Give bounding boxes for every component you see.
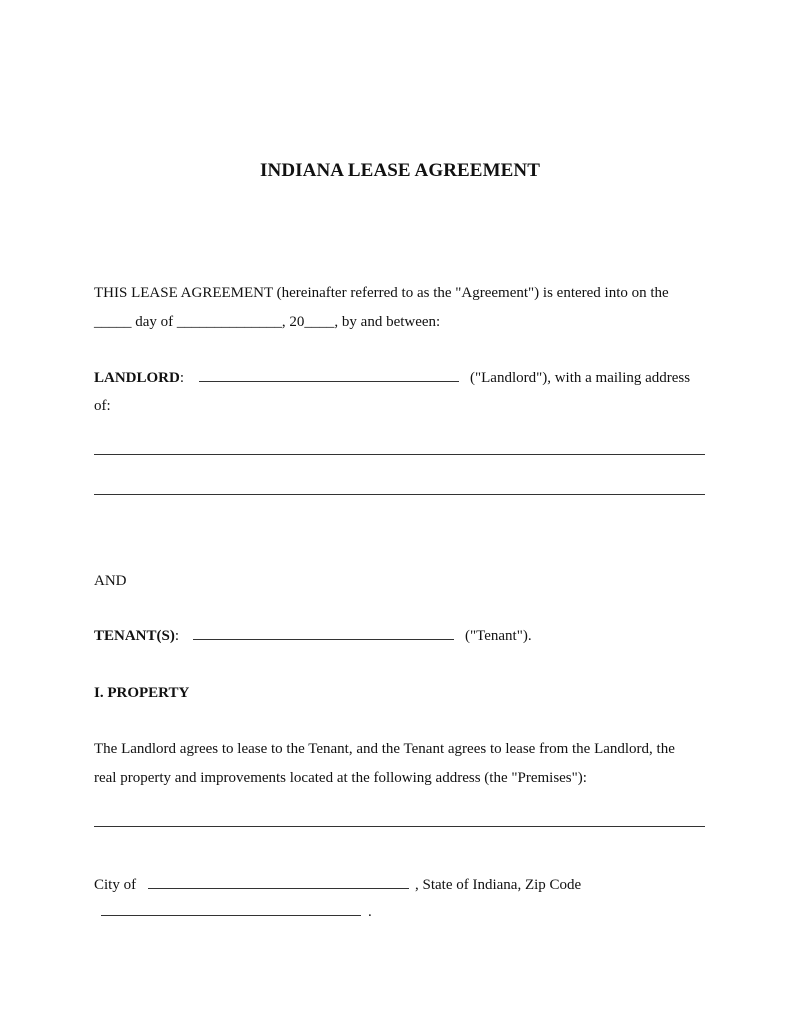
section-property-heading: I. PROPERTY	[94, 685, 190, 701]
city-field[interactable]	[148, 888, 409, 889]
tenant-colon: :	[174, 628, 180, 644]
property-line-2: real property and improvements located at the following address (the "Premises"):	[94, 770, 587, 786]
landlord-colon: :	[179, 370, 185, 386]
premises-address-line[interactable]	[94, 826, 705, 827]
zip-period: .	[368, 904, 372, 920]
tenant-name-field[interactable]	[193, 639, 454, 640]
property-line-1: The Landlord agrees to lease to the Tenant, and the Tenant agrees to lease from the Landlord, the	[94, 741, 675, 757]
year-prefix: , 20	[281, 314, 305, 330]
landlord-label-wrap	[94, 369, 184, 387]
city-label: City of	[94, 877, 137, 893]
landlord-suffix: ("Landlord"), with a mailing address	[470, 370, 691, 386]
document-title: INDIANA LEASE AGREEMENT	[260, 160, 540, 181]
state-text: , State of Indiana, Zip Code	[415, 877, 582, 893]
day-blank[interactable]: _____	[94, 314, 132, 330]
landlord-name-field[interactable]	[199, 381, 459, 382]
year-blank[interactable]: ____	[304, 314, 335, 330]
zip-code-field[interactable]	[101, 915, 361, 916]
day-of-text: day of	[135, 314, 174, 330]
landlord-label: LANDLORD	[94, 370, 180, 386]
intro-line-2	[94, 313, 440, 331]
month-blank[interactable]: ______________	[176, 314, 282, 330]
between-text: , by and between:	[334, 314, 441, 330]
landlord-address-line-2[interactable]	[94, 494, 705, 495]
tenant-suffix: ("Tenant").	[465, 628, 532, 644]
landlord-address-line-1[interactable]	[94, 454, 705, 455]
tenant-label-wrap	[94, 627, 179, 645]
landlord-of: of:	[94, 398, 111, 414]
intro-line-1: THIS LEASE AGREEMENT (hereinafter referred to as the "Agreement") is entered into on the	[94, 285, 669, 301]
and-label: AND	[94, 573, 127, 589]
tenant-label: TENANT(S)	[94, 628, 175, 644]
